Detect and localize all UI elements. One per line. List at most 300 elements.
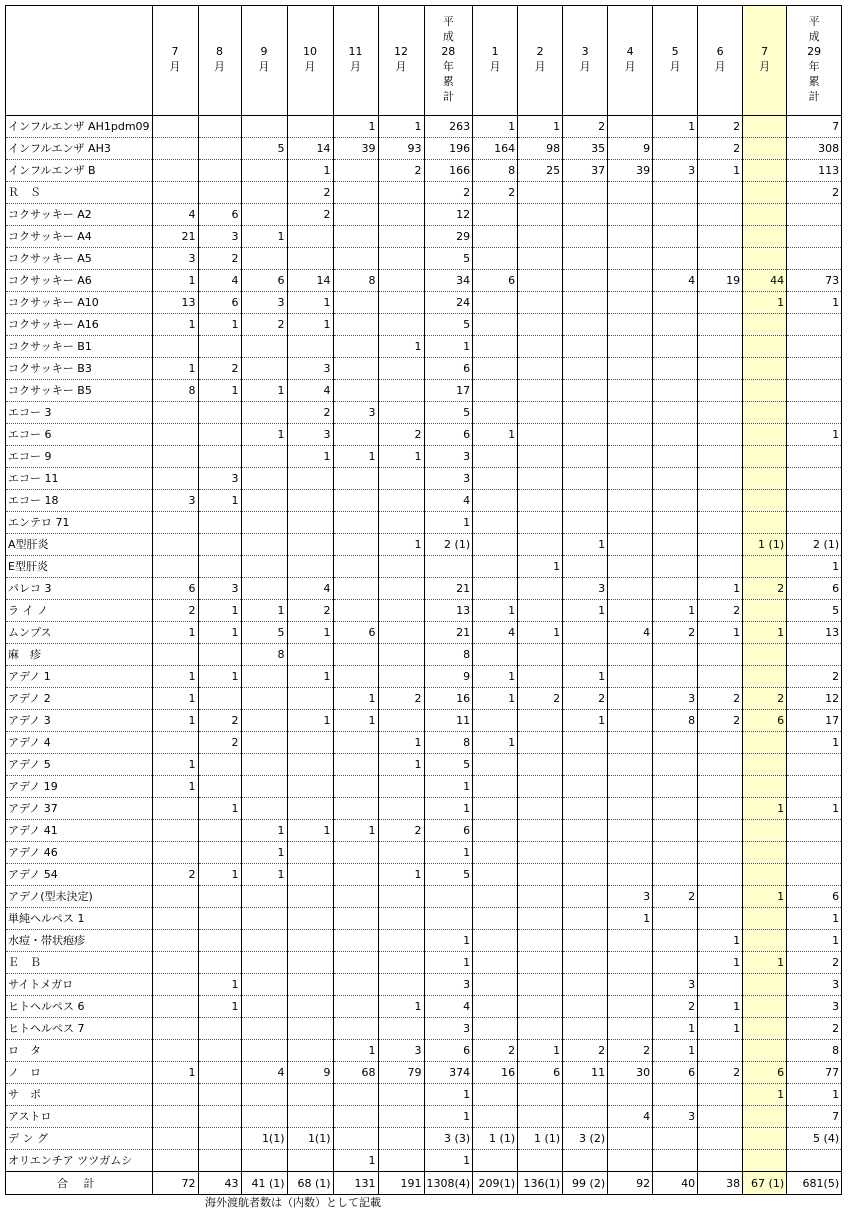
count-cell [473, 710, 518, 732]
count-cell [743, 490, 787, 512]
count-cell [518, 974, 563, 996]
count-cell [653, 908, 698, 930]
count-cell [608, 556, 653, 578]
total-cell: 72 [152, 1172, 198, 1195]
column-header-label: 11月 [348, 45, 363, 73]
count-cell [198, 556, 241, 578]
virus-name-cell: アデノ 5 [6, 754, 153, 776]
table-row [6, 556, 842, 578]
count-cell [378, 270, 424, 292]
table-row [6, 622, 842, 644]
count-cell: 5 [787, 600, 842, 622]
count-cell [473, 798, 518, 820]
table-row [6, 688, 842, 710]
count-cell [287, 336, 333, 358]
count-cell [518, 798, 563, 820]
count-cell: 35 [563, 138, 608, 160]
count-cell [378, 182, 424, 204]
count-cell [378, 952, 424, 974]
count-cell: 1 [424, 1150, 473, 1172]
count-cell [743, 424, 787, 446]
count-cell [241, 556, 287, 578]
count-cell: 21 [424, 622, 473, 644]
count-cell [608, 776, 653, 798]
count-cell [608, 1128, 653, 1150]
count-cell [743, 446, 787, 468]
count-cell [653, 138, 698, 160]
count-cell [743, 336, 787, 358]
count-cell: 1 [608, 908, 653, 930]
count-cell: 3 (2) [563, 1128, 608, 1150]
count-cell [653, 314, 698, 336]
count-cell [563, 556, 608, 578]
count-cell [698, 644, 743, 666]
count-cell [198, 160, 241, 182]
count-cell: 1 [518, 622, 563, 644]
count-cell [333, 248, 378, 270]
count-cell [241, 1018, 287, 1040]
count-cell [333, 490, 378, 512]
count-cell [241, 798, 287, 820]
count-cell [743, 908, 787, 930]
count-cell [653, 468, 698, 490]
virus-name-cell: コクサッキー A10 [6, 292, 153, 314]
table-row [6, 710, 842, 732]
count-cell: 1 [787, 424, 842, 446]
count-cell [518, 534, 563, 556]
count-cell [473, 952, 518, 974]
count-cell [518, 248, 563, 270]
count-cell: 113 [787, 160, 842, 182]
count-cell: 2 [563, 1040, 608, 1062]
column-header [653, 6, 698, 116]
count-cell: 1 [152, 754, 198, 776]
count-cell [473, 490, 518, 512]
count-cell [198, 512, 241, 534]
count-cell [287, 248, 333, 270]
count-cell [333, 776, 378, 798]
count-cell [378, 512, 424, 534]
count-cell [287, 512, 333, 534]
count-cell: 308 [787, 138, 842, 160]
count-cell [473, 974, 518, 996]
count-cell [152, 820, 198, 842]
count-cell [743, 512, 787, 534]
virus-name-cell: アデノ(型未決定) [6, 886, 153, 908]
count-cell: 1 [152, 1062, 198, 1084]
count-cell [653, 556, 698, 578]
count-cell: 9 [424, 666, 473, 688]
total-cell: 209(1) [473, 1172, 518, 1195]
count-cell [241, 930, 287, 952]
count-cell [473, 468, 518, 490]
column-header-label: 9月 [258, 45, 270, 73]
virus-name-cell: ヒトヘルペス 7 [6, 1018, 153, 1040]
virus-name-cell: アデノ 2 [6, 688, 153, 710]
count-cell [473, 358, 518, 380]
count-cell [698, 1084, 743, 1106]
count-cell: 6 [787, 886, 842, 908]
count-cell: 1 [241, 600, 287, 622]
count-cell: 1 [333, 446, 378, 468]
count-cell [333, 358, 378, 380]
count-cell [378, 776, 424, 798]
table-row [6, 490, 842, 512]
count-cell: 1 [424, 842, 473, 864]
count-cell [198, 1084, 241, 1106]
count-cell [287, 974, 333, 996]
count-cell [378, 1128, 424, 1150]
count-cell: 3 [787, 996, 842, 1018]
count-cell [698, 182, 743, 204]
virus-name-cell: アデノ 4 [6, 732, 153, 754]
table-row [6, 1128, 842, 1150]
count-cell [241, 402, 287, 424]
table-row [6, 798, 842, 820]
count-cell [241, 1106, 287, 1128]
count-cell [333, 468, 378, 490]
count-cell [787, 204, 842, 226]
count-cell [198, 1150, 241, 1172]
table-row [6, 182, 842, 204]
count-cell [241, 732, 287, 754]
count-cell: 3 [378, 1040, 424, 1062]
count-cell: 16 [473, 1062, 518, 1084]
count-cell: 6 [198, 204, 241, 226]
count-cell [198, 952, 241, 974]
count-cell: 1 [424, 776, 473, 798]
count-cell [787, 754, 842, 776]
count-cell [563, 820, 608, 842]
count-cell: 5 [424, 248, 473, 270]
virus-name-cell: インフルエンザ B [6, 160, 153, 182]
count-cell [287, 688, 333, 710]
count-cell: 164 [473, 138, 518, 160]
count-cell [378, 710, 424, 732]
count-cell [473, 886, 518, 908]
count-cell [698, 314, 743, 336]
count-cell: 4 [608, 622, 653, 644]
count-cell [473, 908, 518, 930]
count-cell [287, 864, 333, 886]
count-cell: 1 [241, 424, 287, 446]
count-cell: 2 [152, 600, 198, 622]
table-row [6, 886, 842, 908]
count-cell [518, 512, 563, 534]
count-cell [743, 776, 787, 798]
total-cell: 43 [198, 1172, 241, 1195]
count-cell: 6 [424, 1040, 473, 1062]
count-cell [198, 1040, 241, 1062]
count-cell: 1 [653, 600, 698, 622]
count-cell [333, 424, 378, 446]
count-cell: 13 [787, 622, 842, 644]
count-cell [608, 182, 653, 204]
count-cell [518, 182, 563, 204]
total-cell: 68 (1) [287, 1172, 333, 1195]
column-header-label: 4月 [624, 45, 636, 73]
count-cell [743, 160, 787, 182]
count-cell: 1 [287, 710, 333, 732]
count-cell: 3 [424, 468, 473, 490]
table-row [6, 600, 842, 622]
count-cell [333, 160, 378, 182]
table-row [6, 908, 842, 930]
count-cell: 13 [424, 600, 473, 622]
count-cell: 1 [287, 160, 333, 182]
count-cell: 1 [198, 864, 241, 886]
count-cell [698, 842, 743, 864]
count-cell [473, 314, 518, 336]
count-cell: 3 [198, 226, 241, 248]
count-cell [152, 402, 198, 424]
column-header [198, 6, 241, 116]
count-cell [563, 512, 608, 534]
virus-name-cell: E型肝炎 [6, 556, 153, 578]
count-cell [287, 644, 333, 666]
virus-name-cell: サイトメガロ [6, 974, 153, 996]
count-cell: 1 [787, 556, 842, 578]
count-cell [518, 380, 563, 402]
count-cell [241, 116, 287, 138]
count-cell [608, 512, 653, 534]
count-cell [608, 732, 653, 754]
count-cell: 2 [743, 578, 787, 600]
table-row [6, 116, 842, 138]
count-cell [473, 336, 518, 358]
count-cell [608, 204, 653, 226]
count-cell [518, 842, 563, 864]
count-cell [608, 358, 653, 380]
table-row [6, 820, 842, 842]
virus-name-cell: Ｒ Ｓ [6, 182, 153, 204]
count-cell: 2 [698, 138, 743, 160]
count-cell [743, 1128, 787, 1150]
count-cell: 2 [787, 952, 842, 974]
count-cell: 1(1) [287, 1128, 333, 1150]
count-cell [241, 1040, 287, 1062]
count-cell [563, 336, 608, 358]
virus-name-cell: ノ ロ [6, 1062, 153, 1084]
count-cell: 2 [698, 688, 743, 710]
count-cell [743, 226, 787, 248]
count-cell: 2 [787, 666, 842, 688]
count-cell [378, 204, 424, 226]
count-cell [198, 1128, 241, 1150]
count-cell [743, 930, 787, 952]
total-cell: 38 [698, 1172, 743, 1195]
count-cell: 1 [563, 710, 608, 732]
count-cell [152, 996, 198, 1018]
count-cell [333, 512, 378, 534]
column-header-label: 5月 [669, 45, 681, 73]
count-cell [563, 644, 608, 666]
count-cell [563, 248, 608, 270]
count-cell [563, 908, 608, 930]
count-cell [787, 358, 842, 380]
count-cell: 3 [241, 292, 287, 314]
count-cell: 1 [518, 556, 563, 578]
virus-name-cell: エコー 9 [6, 446, 153, 468]
count-cell: 6 [198, 292, 241, 314]
count-cell [653, 512, 698, 534]
count-cell [608, 336, 653, 358]
count-cell [241, 776, 287, 798]
count-cell: 1 [287, 820, 333, 842]
count-cell: 1 [241, 820, 287, 842]
count-cell [653, 248, 698, 270]
count-cell [198, 1106, 241, 1128]
count-cell [698, 358, 743, 380]
count-cell [152, 1018, 198, 1040]
count-cell [653, 534, 698, 556]
count-cell: 1 [518, 1040, 563, 1062]
count-cell: 1 [424, 336, 473, 358]
count-cell [241, 446, 287, 468]
count-cell [698, 468, 743, 490]
count-cell [787, 490, 842, 512]
column-header [378, 6, 424, 116]
column-header [518, 6, 563, 116]
count-cell: 1 [287, 314, 333, 336]
count-cell [378, 248, 424, 270]
count-cell [563, 490, 608, 512]
table-row [6, 952, 842, 974]
count-cell: 3 [198, 578, 241, 600]
count-cell [333, 182, 378, 204]
count-cell [378, 622, 424, 644]
total-cell: 131 [333, 1172, 378, 1195]
count-cell: 1 [198, 996, 241, 1018]
count-cell: 30 [608, 1062, 653, 1084]
count-cell: 1 [333, 688, 378, 710]
count-cell: 6 [152, 578, 198, 600]
count-cell: 9 [608, 138, 653, 160]
count-cell [473, 402, 518, 424]
count-cell [152, 160, 198, 182]
count-cell [424, 556, 473, 578]
count-cell [608, 424, 653, 446]
count-cell [608, 270, 653, 292]
count-cell [608, 534, 653, 556]
count-cell: 3 [287, 358, 333, 380]
count-cell: 2 [698, 710, 743, 732]
count-cell [787, 644, 842, 666]
count-cell [152, 1128, 198, 1150]
count-cell [152, 534, 198, 556]
table-row [6, 160, 842, 182]
virus-name-cell: ラ イ ノ [6, 600, 153, 622]
count-cell [287, 886, 333, 908]
count-cell: 3 [333, 402, 378, 424]
count-cell: 1 [378, 534, 424, 556]
count-cell [198, 644, 241, 666]
count-cell: 1 [152, 710, 198, 732]
count-cell: 1 [333, 1040, 378, 1062]
count-cell: 2 [563, 116, 608, 138]
count-cell [287, 996, 333, 1018]
count-cell: 2 [743, 688, 787, 710]
count-cell [473, 820, 518, 842]
count-cell [698, 424, 743, 446]
virus-name-cell: ロ タ [6, 1040, 153, 1062]
count-cell [787, 468, 842, 490]
count-cell [152, 1150, 198, 1172]
count-cell [698, 248, 743, 270]
count-cell [241, 754, 287, 776]
count-cell [698, 446, 743, 468]
count-cell: 3 [608, 886, 653, 908]
count-cell [378, 490, 424, 512]
count-cell [518, 314, 563, 336]
total-cell: 67 (1) [743, 1172, 787, 1195]
count-cell: 4 [287, 380, 333, 402]
column-header-label: 平成28年累計 [441, 15, 456, 103]
count-cell [241, 666, 287, 688]
count-cell: 5 [424, 864, 473, 886]
count-cell: 4 [241, 1062, 287, 1084]
count-cell [287, 754, 333, 776]
count-cell [518, 1150, 563, 1172]
count-cell [518, 886, 563, 908]
count-cell [563, 402, 608, 424]
count-cell: 2 [473, 182, 518, 204]
count-cell [378, 578, 424, 600]
count-cell: 1 [787, 1084, 842, 1106]
count-cell [287, 1106, 333, 1128]
count-cell [653, 798, 698, 820]
count-cell: 5 [424, 314, 473, 336]
table-row [6, 974, 842, 996]
count-cell: 1 [198, 600, 241, 622]
column-header-label: 2月 [534, 45, 546, 73]
table-row [6, 930, 842, 952]
count-cell [563, 974, 608, 996]
count-cell [333, 732, 378, 754]
virus-name-cell: アデノ 19 [6, 776, 153, 798]
virus-name-cell: アデノ 46 [6, 842, 153, 864]
count-cell [287, 798, 333, 820]
count-cell [698, 886, 743, 908]
count-cell: 1 [698, 160, 743, 182]
count-cell: 73 [787, 270, 842, 292]
count-cell [152, 138, 198, 160]
count-cell [473, 864, 518, 886]
count-cell: 1 [241, 864, 287, 886]
header-corner-cell [6, 6, 153, 116]
count-cell: 1 [378, 336, 424, 358]
count-cell [698, 490, 743, 512]
total-cell: 136(1) [518, 1172, 563, 1195]
count-cell: 6 [787, 578, 842, 600]
table-row [6, 1062, 842, 1084]
count-cell [473, 776, 518, 798]
count-cell [608, 820, 653, 842]
count-cell [473, 578, 518, 600]
count-cell [518, 864, 563, 886]
count-cell [787, 776, 842, 798]
count-cell [653, 930, 698, 952]
count-cell [653, 358, 698, 380]
table-row [6, 138, 842, 160]
count-cell [473, 1150, 518, 1172]
count-cell [743, 1040, 787, 1062]
count-cell [152, 798, 198, 820]
virus-name-cell: アデノ 3 [6, 710, 153, 732]
count-cell: 8 [653, 710, 698, 732]
count-cell: 2 [287, 182, 333, 204]
count-cell [608, 754, 653, 776]
